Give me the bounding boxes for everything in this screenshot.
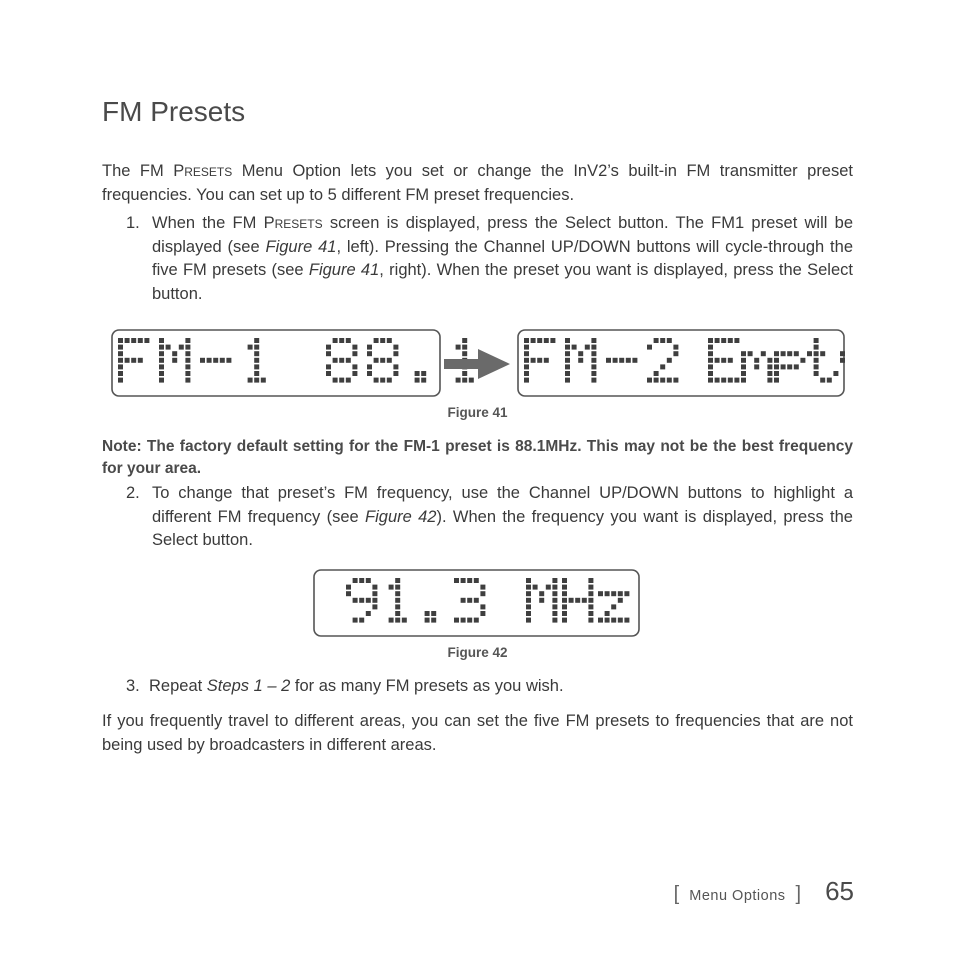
page-title: FM Presets	[102, 96, 246, 127]
intro-paragraph	[102, 160, 853, 207]
figure-41-caption: Figure 41	[447, 405, 508, 420]
step-2-figure-ref: Figure 42	[365, 507, 437, 526]
intro-text-1: The FM	[102, 162, 174, 180]
step-1-text-d: , right). When the preset you want is displayed, press the Select button.	[152, 261, 853, 303]
step-3-number: 3.	[126, 677, 140, 695]
step-2-text-b: ). When the frequency you want is displayed, press the Select button.	[152, 507, 853, 549]
step-3-steps-ref: Steps 1 – 2	[206, 677, 291, 695]
step-3-text-b: for as many FM presets as you wish.	[290, 677, 564, 695]
step-1-number: 1.	[126, 214, 140, 232]
step-1-text-b: screen is displayed, press the Select button. The FM1 preset will be displayed (see	[152, 214, 854, 256]
intro-smallcaps: Presets	[173, 162, 233, 180]
step-3-body	[149, 675, 853, 699]
footer-open-bracket: [	[673, 883, 680, 905]
figure-42	[312, 566, 642, 640]
figure-41	[110, 326, 846, 400]
closing-paragraph: If you frequently travel to different areas, you can set the five FM presets to frequencies that are not being used by broadcasters in different areas.	[102, 712, 853, 754]
figure-42-caption: Figure 42	[447, 645, 508, 660]
step-1-text-c: , left). Pressing the Channel UP/DOWN buttons will cycle-through the five FM presets (see	[152, 237, 853, 279]
page-footer	[674, 876, 854, 907]
intro-text-2: Menu Option lets you set or change the InV2’s built-in FM transmitter preset frequencies. You can set up to 5 different FM preset frequencies.	[102, 162, 853, 204]
page-number: 65	[825, 876, 854, 906]
step-3	[126, 675, 853, 699]
step-1-text-a: When the FM	[152, 214, 264, 232]
arrow-right-icon	[444, 349, 510, 379]
footer-section-label: Menu Options	[689, 888, 786, 904]
step-2-number: 2.	[126, 484, 140, 502]
step-3-text-a: Repeat	[149, 677, 207, 695]
step-1-figure-ref-2: Figure 41	[308, 261, 380, 279]
step-1-body	[152, 212, 853, 306]
footer-close-bracket: ]	[795, 883, 802, 905]
step-2-text-a: To change that preset’s FM frequency, use the Channel UP/DOWN buttons to highlight a different FM frequency (see	[152, 484, 853, 526]
note-text: Note: The factory default setting for the FM-1 preset is 88.1MHz. This may not be the best frequency for your area.	[102, 438, 853, 477]
step-1	[126, 212, 853, 306]
step-1-figure-ref-1: Figure 41	[265, 237, 337, 256]
step-2-body	[152, 482, 853, 553]
step-2	[126, 482, 853, 553]
step-1-smallcaps: Presets	[263, 214, 323, 232]
